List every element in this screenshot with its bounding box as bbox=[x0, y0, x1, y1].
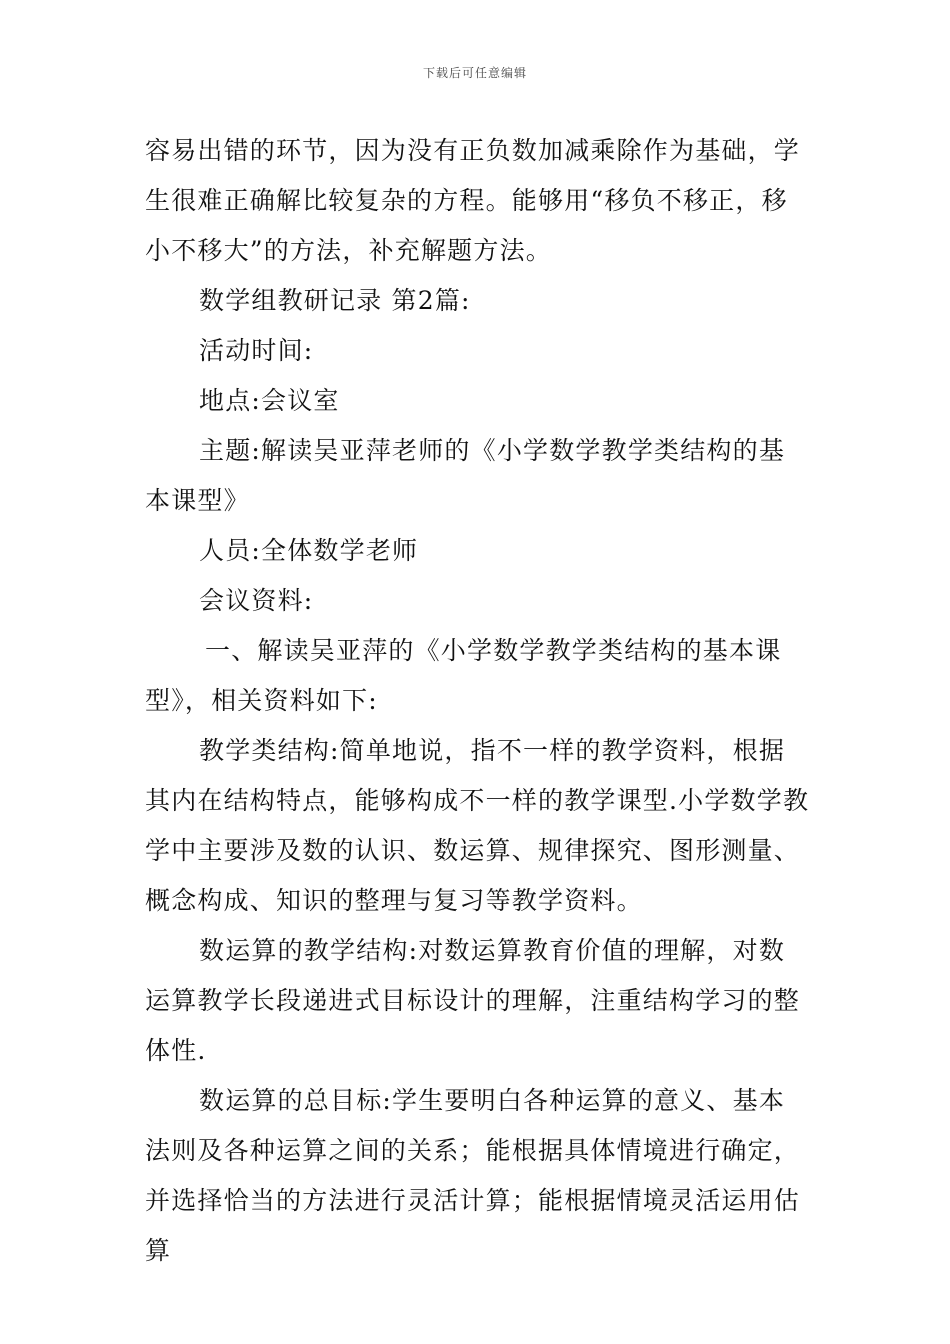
paragraph-operation-goals: 数运算的总目标:学生要明白各种运算的意义、基本法则及各种运算之间的关系；能根据具体情境进行确定，并选择恰当的方法进行灵活计算；能根据情境灵活运用估算 bbox=[145, 1086, 801, 1265]
document-body bbox=[145, 126, 810, 1276]
paragraph-operation-structure: 数运算的教学结构:对数运算教育价值的理解，对数运算教学长段递进式目标设计的理解，注重结构学习的整体性. bbox=[145, 936, 801, 1065]
topic: 主题:解读吴亚萍老师的《小学数学教学类结构的基本课型》 bbox=[145, 436, 786, 515]
item-one: 一、解读吴亚萍的《小学数学教学类结构的基本课型》，相关资料如下: bbox=[145, 636, 782, 715]
paragraph-teaching-structure: 教学类结构:简单地说，指不一样的教学资料，根据其内在结构特点，能够构成不一样的教学课型.小学数学教学中主要涉及数的认识、数运算、规律探究、图形测量、概念构成、知识的整理与复习等教学资料。 bbox=[145, 736, 810, 915]
section-title: 数学组教研记录 第2篇: bbox=[199, 286, 471, 315]
attendees: 人员:全体数学老师 bbox=[199, 536, 419, 565]
header-note: 下载后可任意编辑 bbox=[422, 66, 527, 80]
paragraph-continued: 容易出错的环节，因为没有正负数加减乘除作为基础，学生很难正确解比较复杂的方程。能够用“移负不移正，移小不移大”的方法，补充解题方法。 bbox=[145, 136, 801, 265]
activity-time: 活动时间: bbox=[199, 336, 314, 365]
meeting-materials: 会议资料: bbox=[199, 586, 314, 615]
location: 地点:会议室 bbox=[199, 386, 340, 415]
